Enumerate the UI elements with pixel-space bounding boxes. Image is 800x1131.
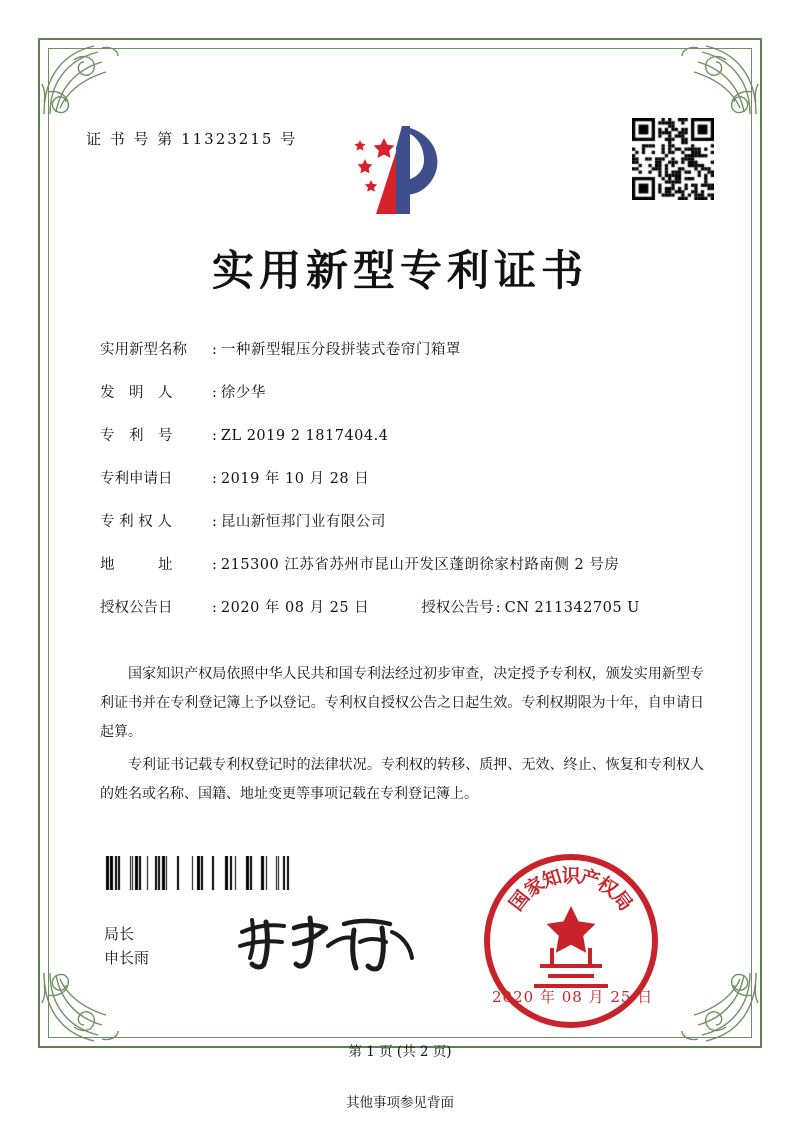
cnipa-logo-icon — [340, 118, 460, 222]
field-label: 地 址 — [100, 557, 173, 573]
certificate-number: 证 书 号 第 11323215 号 — [86, 130, 298, 148]
svg-text:识: 识 — [561, 865, 581, 887]
field-colon: : — [212, 514, 217, 530]
field-colon: : — [212, 600, 217, 616]
field-colon: : — [212, 342, 217, 358]
corner-ornament-icon — [40, 40, 132, 118]
field-colon: : — [212, 471, 217, 487]
grant-number-group — [421, 596, 640, 617]
corner-ornament-icon — [668, 969, 760, 1047]
field-value: ZL 2019 2 1817404.4 — [220, 428, 389, 444]
corner-ornament-icon — [40, 969, 132, 1047]
field-label: 专 利 号 — [100, 428, 173, 444]
grant-row — [100, 596, 708, 617]
body-paragraphs — [100, 660, 704, 813]
paragraph: 国家知识产权局依照中华人民共和国专利法经过初步审查，决定授予专利权，颁发实用新型专利证书并在专利登记簿上予以登记。专利权自授权公告之日起生效。专利权期限为十年，自申请日起算。 — [100, 666, 704, 740]
field-row — [100, 553, 708, 574]
svg-text:知: 知 — [539, 865, 565, 893]
field-value: 一种新型辊压分段拼装式卷帘门箱罩 — [220, 342, 461, 358]
field-value: 昆山新恒邦门业有限公司 — [220, 514, 386, 530]
svg-text:局: 局 — [607, 886, 637, 916]
field-value: 2019 年 10 月 28 日 — [220, 471, 370, 487]
field-colon: : — [212, 428, 217, 444]
page-title: 实用新型专利证书 — [211, 246, 588, 295]
field-row — [100, 510, 708, 531]
field-colon: : — [212, 557, 217, 573]
fields-list — [100, 338, 708, 639]
field-value: 徐少华 — [220, 385, 266, 401]
field-label: 实用新型名称 — [100, 342, 187, 358]
seal-date: 2020 年 08 月 25 日 — [492, 988, 654, 1006]
handwritten-signature — [232, 906, 422, 976]
signature-role: 局长 — [104, 925, 135, 943]
svg-text:权: 权 — [593, 872, 622, 902]
page-number: 第 1 页 (共 2 页) — [348, 1044, 452, 1060]
field-value: 215300 江苏省苏州市昆山开发区蓬朗徐家村路南侧 2 号房 — [220, 557, 620, 573]
field-label: 发 明 人 — [100, 385, 173, 401]
field-row — [100, 381, 708, 402]
field-label: 专 利 权 人 — [100, 514, 172, 530]
field-row — [100, 338, 708, 359]
svg-text:产: 产 — [577, 865, 603, 893]
field-row — [100, 424, 708, 445]
svg-text:家: 家 — [520, 872, 549, 902]
corner-ornament-icon — [668, 40, 760, 118]
qr-code — [632, 118, 714, 200]
grant-date-label: 授权公告日 — [100, 600, 173, 616]
field-colon: : — [212, 385, 217, 401]
field-label: 专利申请日 — [100, 471, 173, 487]
paragraph: 专利证书记载专利权登记时的法律状况。专利权的转移、质押、无效、终止、恢复和专利权人的姓名或名称、国籍、地址变更等事项记载在专利登记簿上。 — [100, 757, 704, 802]
grant-date-value: 2020 年 08 月 25 日 — [220, 600, 370, 616]
grant-number-label: 授权公告号 — [421, 600, 494, 616]
footer-note: 其他事项参见背面 — [346, 1095, 454, 1111]
grant-number-value: CN 211342705 U — [504, 600, 640, 616]
svg-text:国: 国 — [505, 886, 535, 916]
barcode — [104, 856, 292, 890]
signature-block — [104, 922, 149, 970]
signature-name: 申长雨 — [104, 949, 150, 967]
field-colon: : — [495, 600, 501, 616]
field-row — [100, 467, 708, 488]
